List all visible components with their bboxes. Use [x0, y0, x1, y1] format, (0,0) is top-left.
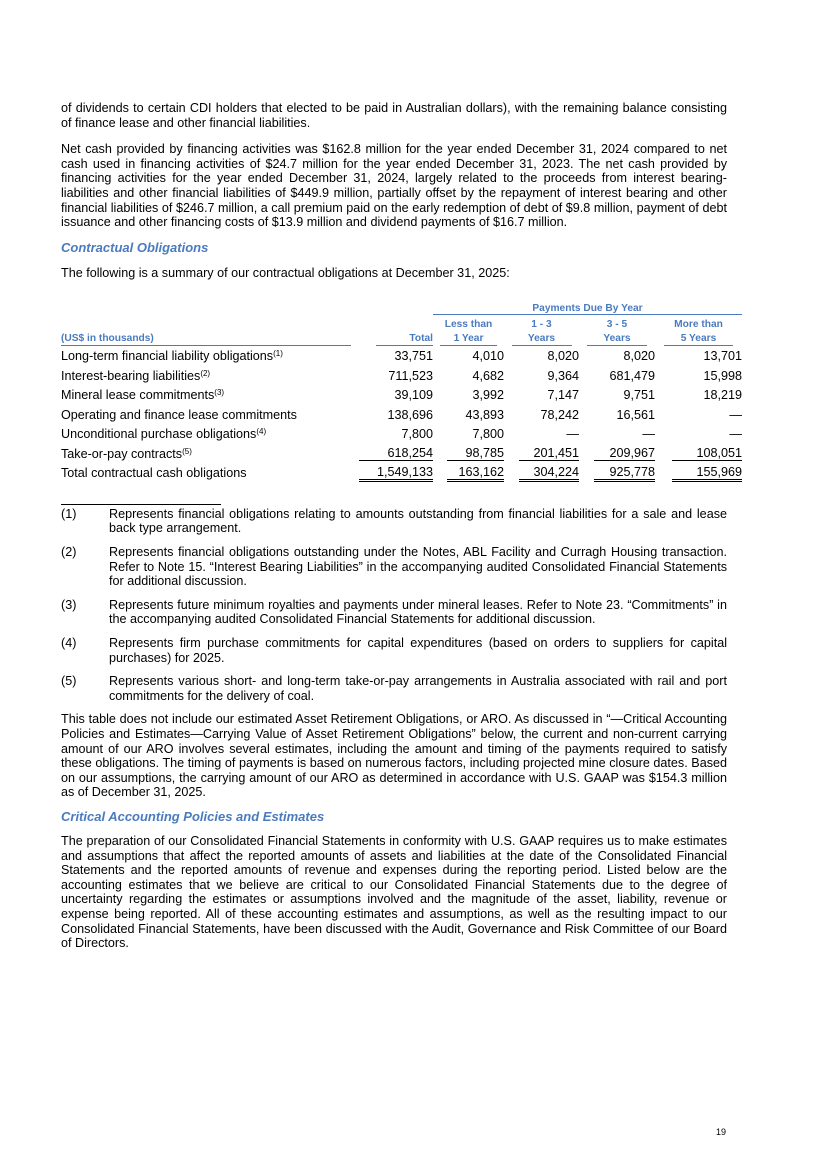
table-row [61, 463, 742, 483]
cell-value-text: 925,778 [594, 465, 655, 482]
cell-value [351, 366, 433, 386]
cell-value [579, 405, 655, 425]
cell-value-text: 618,254 [359, 446, 433, 461]
cell-value [351, 385, 433, 405]
cell-value-text: 711,523 [388, 368, 433, 383]
cell-value [351, 463, 433, 483]
cell-value [579, 444, 655, 464]
column-header-line1 [351, 315, 433, 331]
footnote [61, 636, 727, 665]
column-header-line1: More than [674, 319, 723, 331]
cell-value [655, 346, 742, 366]
row-label [61, 346, 351, 366]
column-header-line2: 1 Year [440, 333, 497, 346]
row-label-text: Operating and finance lease commitments [61, 407, 297, 422]
table-header-row-1 [61, 315, 742, 331]
cell-value [655, 405, 742, 425]
footnote-ref: (4) [256, 427, 267, 437]
cell-value [351, 424, 433, 444]
cell-value-text: 39,109 [394, 388, 433, 403]
cell-value-text: 4,010 [472, 349, 504, 364]
cell-value-text: 9,364 [547, 368, 579, 383]
table-row [61, 366, 742, 386]
footnote-marker: (5) [61, 674, 77, 689]
row-label-text: Mineral lease commitments [61, 388, 215, 403]
cell-value-text: 163,162 [447, 465, 504, 482]
page-number: 19 [716, 1127, 727, 1137]
column-header-line1: 1 - 3 [531, 319, 552, 331]
payments-due-header: Payments Due By Year [433, 299, 742, 315]
footnote [61, 507, 727, 536]
footnote-ref: (5) [182, 446, 192, 456]
contractual-obligations-table [61, 299, 742, 483]
column-header-total: Total [376, 333, 433, 346]
cell-value [655, 366, 742, 386]
cell-value [433, 444, 504, 464]
footnote-ref: (1) [273, 349, 283, 359]
cell-value-text: 201,451 [519, 446, 579, 461]
table-row [61, 346, 742, 366]
footnote-marker: (4) [61, 636, 77, 650]
cell-value [351, 444, 433, 464]
footnote-text: Represents future minimum royalties and payments under mineral leases. Refer to Note 23. “Commitments” in the accompanying audited Consolidated Financial Statements for additional discussion. [109, 597, 727, 627]
cell-value [504, 463, 579, 483]
paragraph-aro: This table does not include our estimated Asset Retirement Obligations, or ARO. As discussed in “—Critical Accounting Policies and Estimates—Carrying Value of Asset Retirement Obligations” below, the current and non-current carrying amount of our ARO involves several estimates, including the amount and timing of the payments required to satisfy these obligations. The timing of payments is based on numerous factors, including projected mine closure dates. Based on our assumptions, the carrying amount of our ARO as determined in accordance with U.S. GAAP was $154.3 million as of December 31, 2025. [61, 712, 727, 800]
cell-value [504, 366, 579, 386]
section-heading-critical-accounting: Critical Accounting Policies and Estimates [61, 808, 325, 824]
column-header-line1: Less than [444, 319, 493, 331]
cell-value [579, 424, 655, 444]
cell-value-text: 13,701 [703, 349, 742, 364]
row-label-text: Unconditional purchase obligations [61, 427, 257, 442]
cell-value [655, 385, 742, 405]
cell-value [433, 366, 504, 386]
footnote-divider [61, 504, 221, 505]
table-row [61, 424, 742, 444]
cell-value [504, 346, 579, 366]
cell-value-text: 155,969 [672, 465, 742, 482]
cell-value-text: — [729, 427, 742, 442]
cell-value [655, 463, 742, 483]
cell-value-text: 7,800 [472, 427, 504, 442]
table-row [61, 405, 742, 425]
row-label [61, 444, 351, 464]
table-row [61, 385, 742, 405]
cell-value-text: 9,751 [623, 388, 655, 403]
cell-value [433, 385, 504, 405]
row-label [61, 366, 351, 386]
cell-value-text: 138,696 [387, 407, 433, 422]
cell-value [351, 405, 433, 425]
column-header-line1: 3 - 5 [606, 319, 628, 331]
cell-value-text: — [566, 427, 579, 442]
cell-value-text: 33,751 [394, 349, 433, 364]
cell-value [351, 346, 433, 366]
section-heading-contractual-obligations: Contractual Obligations [61, 239, 209, 255]
row-label-text: Long-term financial liability obligations [61, 349, 274, 364]
cell-value [504, 424, 579, 444]
footnote-text: Represents various short- and long-term take-or-pay arrangements in Australia associated with rail and port commitments for the delivery of coal. [109, 674, 727, 703]
cell-value [655, 424, 742, 444]
paragraph-financing-activities: Net cash provided by financing activities was $162.8 million for the year ended December 31, 2024 compared to net cash used in financing activities of $24.7 million for the year ended December 31, 2023. The net cash provided by financing activities for the year ended December 31, 2024, largely related to the proceeds from interest bearing-liabilities and other financial liabilities of $449.9 million, partially offset by the repayment of interest bearing and other financial liabilities of $246.7 million, a call premium paid on the early redemption of debt of $9.8 million, payment of debt issuance and other financing costs of $13.9 million and dividend payments of $16.7 million. [61, 142, 727, 230]
paragraph-dividends: of dividends to certain CDI holders that elected to be paid in Australian dollars), with the remaining balance consisting of finance lease and other financial liabilities. [61, 101, 727, 130]
paragraph-table-intro: The following is a summary of our contractual obligations at December 31, 2025: [61, 265, 510, 280]
cell-value-text: 1,549,133 [359, 465, 433, 482]
row-label-text: Total contractual cash obligations [61, 466, 247, 481]
cell-value-text: 209,967 [594, 446, 655, 461]
units-label: (US$ in thousands) [61, 333, 351, 346]
row-label [61, 463, 351, 483]
cell-value [433, 463, 504, 483]
cell-value-text: 7,147 [547, 388, 579, 403]
row-label-text: Take-or-pay contracts [61, 446, 183, 461]
document-page [61, 101, 742, 951]
cell-value-text: 78,242 [540, 407, 579, 422]
row-label [61, 424, 351, 444]
table-row [61, 444, 742, 464]
cell-value-text: 7,800 [401, 427, 433, 442]
cell-value-text: 4,682 [472, 368, 504, 383]
cell-value [579, 385, 655, 405]
footnote [61, 674, 727, 703]
cell-value [579, 366, 655, 386]
footnote [61, 545, 727, 589]
row-label [61, 385, 351, 405]
column-header-line2: 5 Years [664, 333, 734, 346]
cell-value [504, 444, 579, 464]
footnote [61, 598, 727, 627]
cell-value [579, 346, 655, 366]
cell-value-text: 15,998 [703, 368, 742, 383]
footnote-marker: (2) [61, 545, 77, 560]
cell-value-text: 681,479 [609, 368, 655, 383]
footnote-text: Represents financial obligations outstanding under the Notes, ABL Facility and Curragh Housing transaction. Refer to Note 15. “Interest Bearing Liabilities” in the accompanying audited Consolidated Financial Statements for additional discussion. [109, 545, 727, 589]
footnotes-list [61, 507, 727, 704]
cell-value-text: 18,219 [703, 388, 742, 403]
cell-value-text: — [642, 427, 655, 442]
cell-value [433, 405, 504, 425]
column-header-line2: Years [512, 333, 572, 346]
column-header-line2: Years [587, 333, 648, 346]
table-header-row-2 [61, 330, 742, 346]
cell-value [433, 346, 504, 366]
table-group-header-row [61, 299, 742, 315]
footnote-marker: (3) [61, 597, 77, 612]
cell-value-text: 8,020 [547, 349, 579, 364]
table-body [61, 346, 742, 483]
row-label [61, 405, 351, 425]
footnote-ref: (3) [214, 388, 225, 398]
footnote-text: Represents firm purchase commitments for capital expenditures (based on orders to suppliers for capital purchases) for 2025. [109, 636, 727, 665]
cell-value [579, 463, 655, 483]
row-label-text: Interest-bearing liabilities [61, 368, 201, 383]
paragraph-critical-accounting: The preparation of our Consolidated Financial Statements in conformity with U.S. GAAP requires us to make estimates and assumptions that affect the reported amounts of assets and liabilities at the date of the Consolidated Financial Statements and the reported amounts of revenue and expenses during the reporting period. Listed below are the accounting estimates that we believe are critical to our Consolidated Financial Statements due to the degree of uncertainty regarding the estimates or assumptions involved and the magnitude of the asset, liability, revenue or expense being reported. All of these accounting estimates and assumptions, as well as the resulting impact to our Consolidated Financial Statements, have been discussed with the Audit, Governance and Risk Committee of our Board of Directors. [61, 833, 727, 951]
cell-value-text: 43,893 [465, 407, 504, 422]
footnote-marker: (1) [61, 506, 77, 521]
footnote-ref: (2) [200, 368, 211, 378]
cell-value-text: 98,785 [447, 446, 504, 461]
cell-value [504, 385, 579, 405]
cell-value-text: 16,561 [616, 407, 655, 422]
cell-value-text: — [729, 407, 742, 422]
cell-value [433, 424, 504, 444]
cell-value-text: 108,051 [672, 446, 742, 461]
cell-value [655, 444, 742, 464]
footnote-text: Represents financial obligations relating to amounts outstanding from financial liabilities for a sale and lease back type arrangement. [109, 506, 727, 536]
cell-value [504, 405, 579, 425]
cell-value-text: 8,020 [623, 349, 655, 364]
cell-value-text: 3,992 [472, 388, 504, 403]
cell-value-text: 304,224 [519, 465, 579, 482]
